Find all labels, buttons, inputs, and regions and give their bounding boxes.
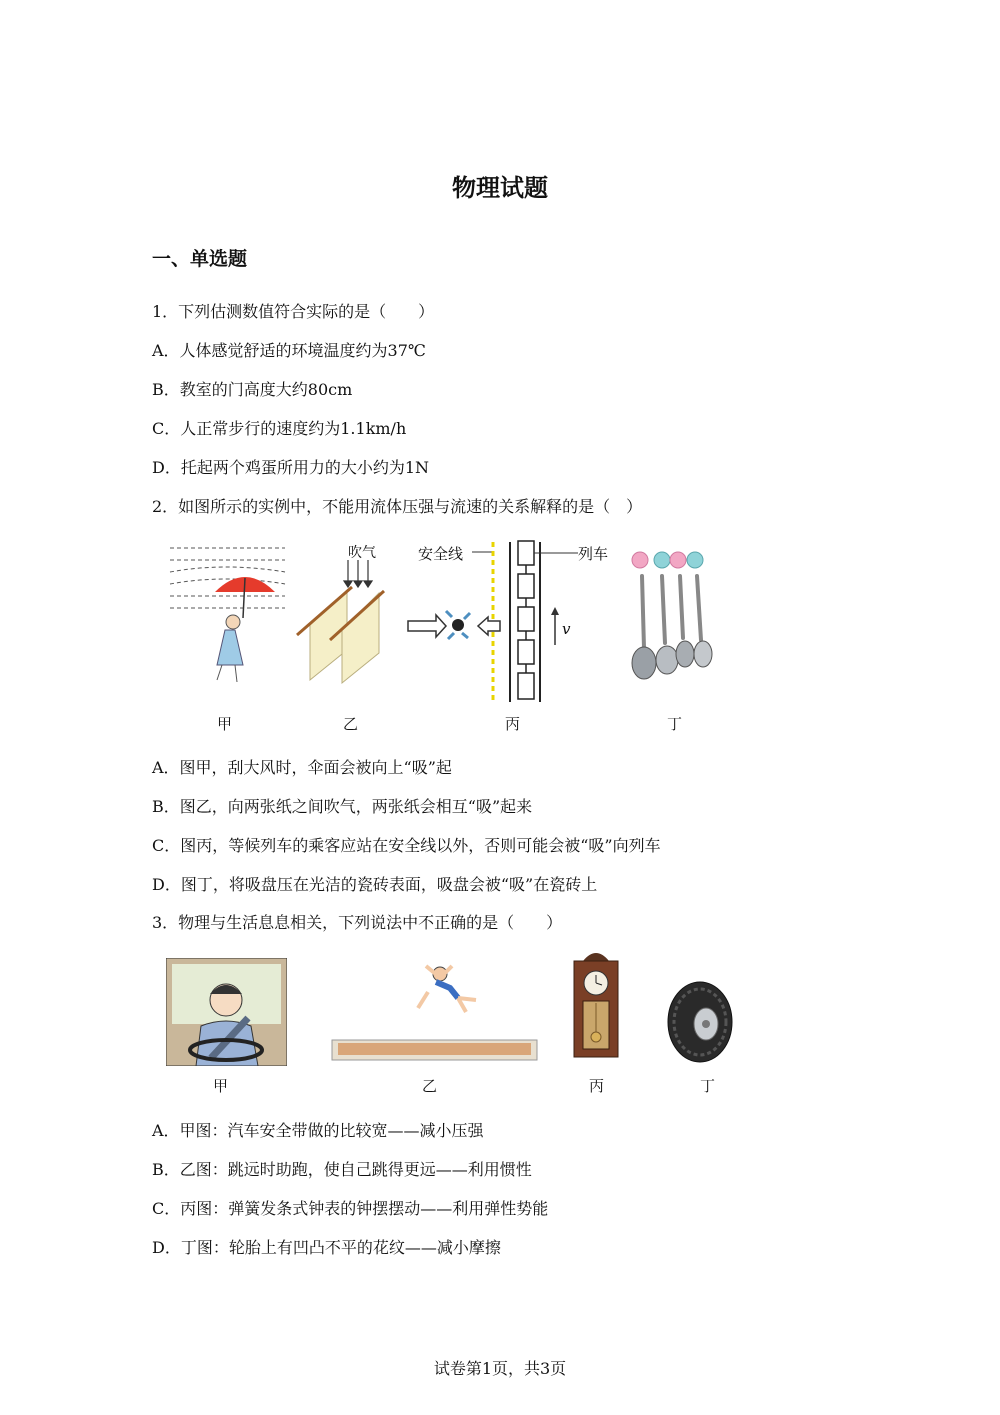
question-2-option-d: D．图丁，将吸盘压在光洁的瓷砖表面，吸盘会被“吸”在瓷砖上 bbox=[152, 875, 598, 894]
question-1-option-c: C．人正常步行的速度约为1.1km/h bbox=[152, 419, 407, 438]
train-label: 列车 bbox=[578, 545, 609, 563]
question-3-option-b: B．乙图：跳远时助跑，使自己跳得更远——利用惯性 bbox=[152, 1160, 532, 1179]
safety-line-label: 安全线 bbox=[418, 545, 464, 563]
q3-caption-ding: 丁 bbox=[700, 1077, 716, 1095]
question-1-option-d: D．托起两个鸡蛋所用力的大小约为1N bbox=[152, 458, 430, 477]
question-1-option-b: B．教室的门高度大约80cm bbox=[152, 380, 353, 399]
question-3-option-d: D．丁图：轮胎上有凹凸不平的花纹——减小摩擦 bbox=[152, 1238, 501, 1257]
question-2-option-b: B．图乙，向两张纸之间吹气，两张纸会相互“吸”起来 bbox=[152, 797, 533, 816]
question-2-option-a: A．图甲，刮大风时，伞面会被向上“吸”起 bbox=[152, 758, 452, 777]
q2-caption-jia: 甲 bbox=[217, 715, 233, 733]
q2-caption-ding: 丁 bbox=[667, 715, 683, 733]
question-3-stem: 3．物理与生活息息相关，下列说法中不正确的是（ ） bbox=[152, 913, 563, 932]
question-3-option-c: C．丙图：弹簧发条式钟表的钟摆摆动——利用弹性势能 bbox=[152, 1199, 549, 1218]
velocity-label: v bbox=[562, 620, 571, 638]
question-2-option-c: C．图丙，等候列车的乘客应站在安全线以外，否则可能会被“吸”向列车 bbox=[152, 836, 661, 855]
q3-caption-bing: 丙 bbox=[589, 1077, 605, 1095]
question-1-stem: 1．下列估测数值符合实际的是（ ） bbox=[152, 302, 435, 321]
seatbelt-driver-illustration bbox=[166, 958, 287, 1066]
q2-caption-yi: 乙 bbox=[343, 715, 359, 733]
blow-label: 吹气 bbox=[348, 545, 376, 561]
question-1-option-a: A．人体感觉舒适的环境温度约为37℃ bbox=[152, 341, 426, 360]
tire-illustration bbox=[666, 980, 734, 1064]
page-title: 物理试题 bbox=[452, 174, 548, 202]
page-footer: 试卷第1页，共3页 bbox=[433, 1359, 567, 1378]
section-heading: 一、单选题 bbox=[152, 248, 248, 270]
q3-caption-yi: 乙 bbox=[422, 1077, 438, 1095]
two-paper-illustration bbox=[292, 555, 392, 685]
long-jump-illustration bbox=[330, 952, 540, 1067]
pendulum-clock-illustration bbox=[569, 945, 623, 1065]
question-2-stem: 2．如图所示的实例中，不能用流体压强与流速的关系解释的是（ ） bbox=[152, 497, 643, 516]
q3-caption-jia: 甲 bbox=[213, 1077, 229, 1095]
suction-cup-ladles-illustration bbox=[625, 548, 720, 683]
platform-train-illustration bbox=[400, 537, 580, 707]
umbrella-wind-illustration bbox=[165, 540, 290, 690]
question-3-option-a: A．甲图：汽车安全带做的比较宽——减小压强 bbox=[152, 1121, 484, 1140]
q2-caption-bing: 丙 bbox=[505, 715, 521, 733]
